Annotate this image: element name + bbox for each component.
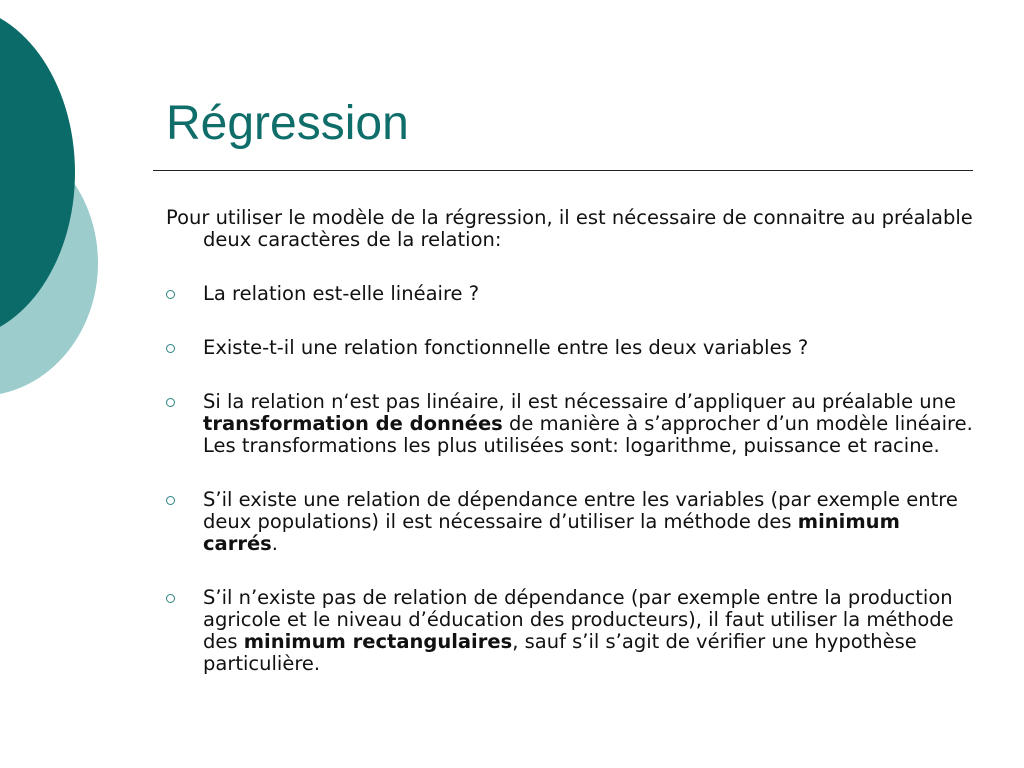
bullet-item	[166, 587, 976, 675]
bullet-text: Existe-t-il une relation fonctionnelle entre les deux variables ?	[203, 336, 809, 359]
bullet-text: S’il existe une relation de dépendance entre les variables (par exemple entre deux populations) il est nécessaire d’utiliser la méthode des minimum carrés.	[203, 488, 958, 555]
bullet-item	[166, 283, 976, 305]
intro-paragraph: Pour utiliser le modèle de la régression, il est nécessaire de connaitre au préalable deux caractères de la relation:	[166, 206, 973, 251]
bullet-item	[166, 489, 976, 555]
bullet-text: Si la relation n‘est pas linéaire, il est nécessaire d’appliquer au préalable une transformation de données de manière à s’approcher d’un modèle linéaire. Les transformations les plus utilisées sont: logarithme, puissance et racine.	[203, 390, 973, 457]
bullet-circle-icon	[166, 496, 175, 505]
bullet-list	[166, 283, 976, 675]
bullet-item	[166, 337, 976, 359]
bullet-text: S’il n’existe pas de relation de dépendance (par exemple entre la production agricole et le niveau d’éducation des producteurs), il faut utiliser la méthode des minimum rectangulaires, sauf s’il s’agit de vérifier une hypothèse particulière.	[203, 586, 954, 675]
bullet-item	[166, 391, 976, 457]
bold-term: transformation de données	[203, 412, 503, 435]
bullet-text: La relation est-elle linéaire ?	[203, 282, 480, 305]
bullet-circle-icon	[166, 594, 175, 603]
bullet-circle-icon	[166, 344, 175, 353]
slide-title: Régression	[166, 97, 409, 150]
title-divider	[153, 170, 973, 171]
bullet-circle-icon	[166, 398, 175, 407]
bullet-circle-icon	[166, 290, 175, 299]
bold-term: minimum rectangulaires	[243, 630, 513, 653]
slide-body	[166, 207, 976, 707]
bold-term: minimum carrés	[203, 510, 900, 555]
